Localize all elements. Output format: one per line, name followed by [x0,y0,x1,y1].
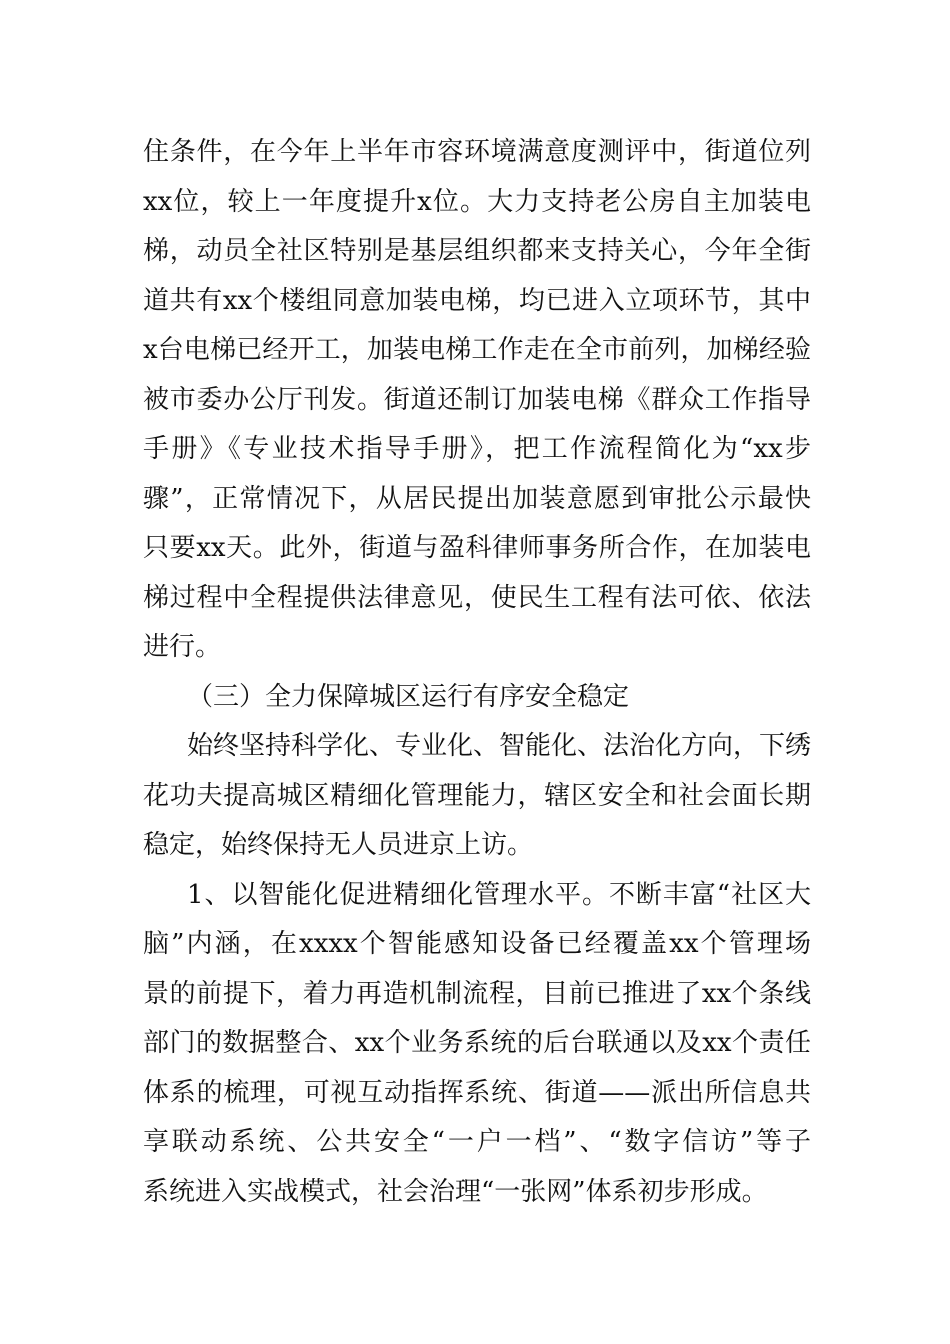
text-line: 住条件，在今年上半年市容环境满意度测评中，街道位列 [143,137,811,167]
text-line: 进行。 [143,632,222,662]
text-line: 手册》《专业技术指导手册》，把工作流程简化为“xx步 [143,434,811,464]
text-line: xx位，较上一年度提升x位。大力支持老公房自主加装电 [143,186,811,217]
text-line: 骤”，正常情况下，从居民提出加装意愿到审批公示最快 [143,483,811,514]
text-line: x台电梯已经开工，加装电梯工作走在全市前列，加梯经验 [143,335,811,365]
paragraph-elevator-installation [143,128,811,673]
text-line: 脑”内涵，在xxxx个智能感知设备已经覆盖xx个管理场 [143,929,811,959]
text-line: 梯，动员全社区特别是基层组织都来支持关心，今年全街 [143,236,811,266]
section-heading: （三）全力保障城区运行有序安全稳定 [187,681,630,712]
text-line: 被市委办公厅刊发。街道还制订加装电梯《群众工作指导 [143,384,811,415]
text-line: 梯过程中全程提供法律意见，使民生工程有法可依、依法 [143,582,811,613]
text-line: 稳定，始终保持无人员进京上访。 [143,830,534,860]
text-line: 体系的梳理，可视互动指挥系统、街道——派出所信息共 [143,1077,811,1108]
text-line: 只要xx天。此外，街道与盈科律师事务所合作，在加装电 [143,533,811,563]
document-body [143,128,811,1217]
text-line: 景的前提下，着力再造机制流程，目前已推进了xx个条线 [143,978,811,1009]
paragraph-section-intro [143,722,811,871]
paragraph-smart-management [143,871,811,1218]
text-line: 部门的数据整合、xx个业务系统的后台联通以及xx个责任 [143,1028,811,1058]
text-line: 花功夫提高城区精细化管理能力，辖区安全和社会面长期 [143,780,811,811]
text-line: 道共有xx个楼组同意加装电梯，均已进入立项环节，其中 [143,285,811,316]
text-line: 始终坚持科学化、专业化、智能化、法治化方向，下绣 [187,731,812,761]
text-line: 享联动系统、公共安全“一户一档”、“数字信访”等子 [143,1127,811,1157]
text-line: 1、以智能化促进精细化管理水平。不断丰富“社区大 [187,879,811,910]
text-line: 系统进入实战模式，社会治理“一张网”体系初步形成。 [143,1176,768,1207]
